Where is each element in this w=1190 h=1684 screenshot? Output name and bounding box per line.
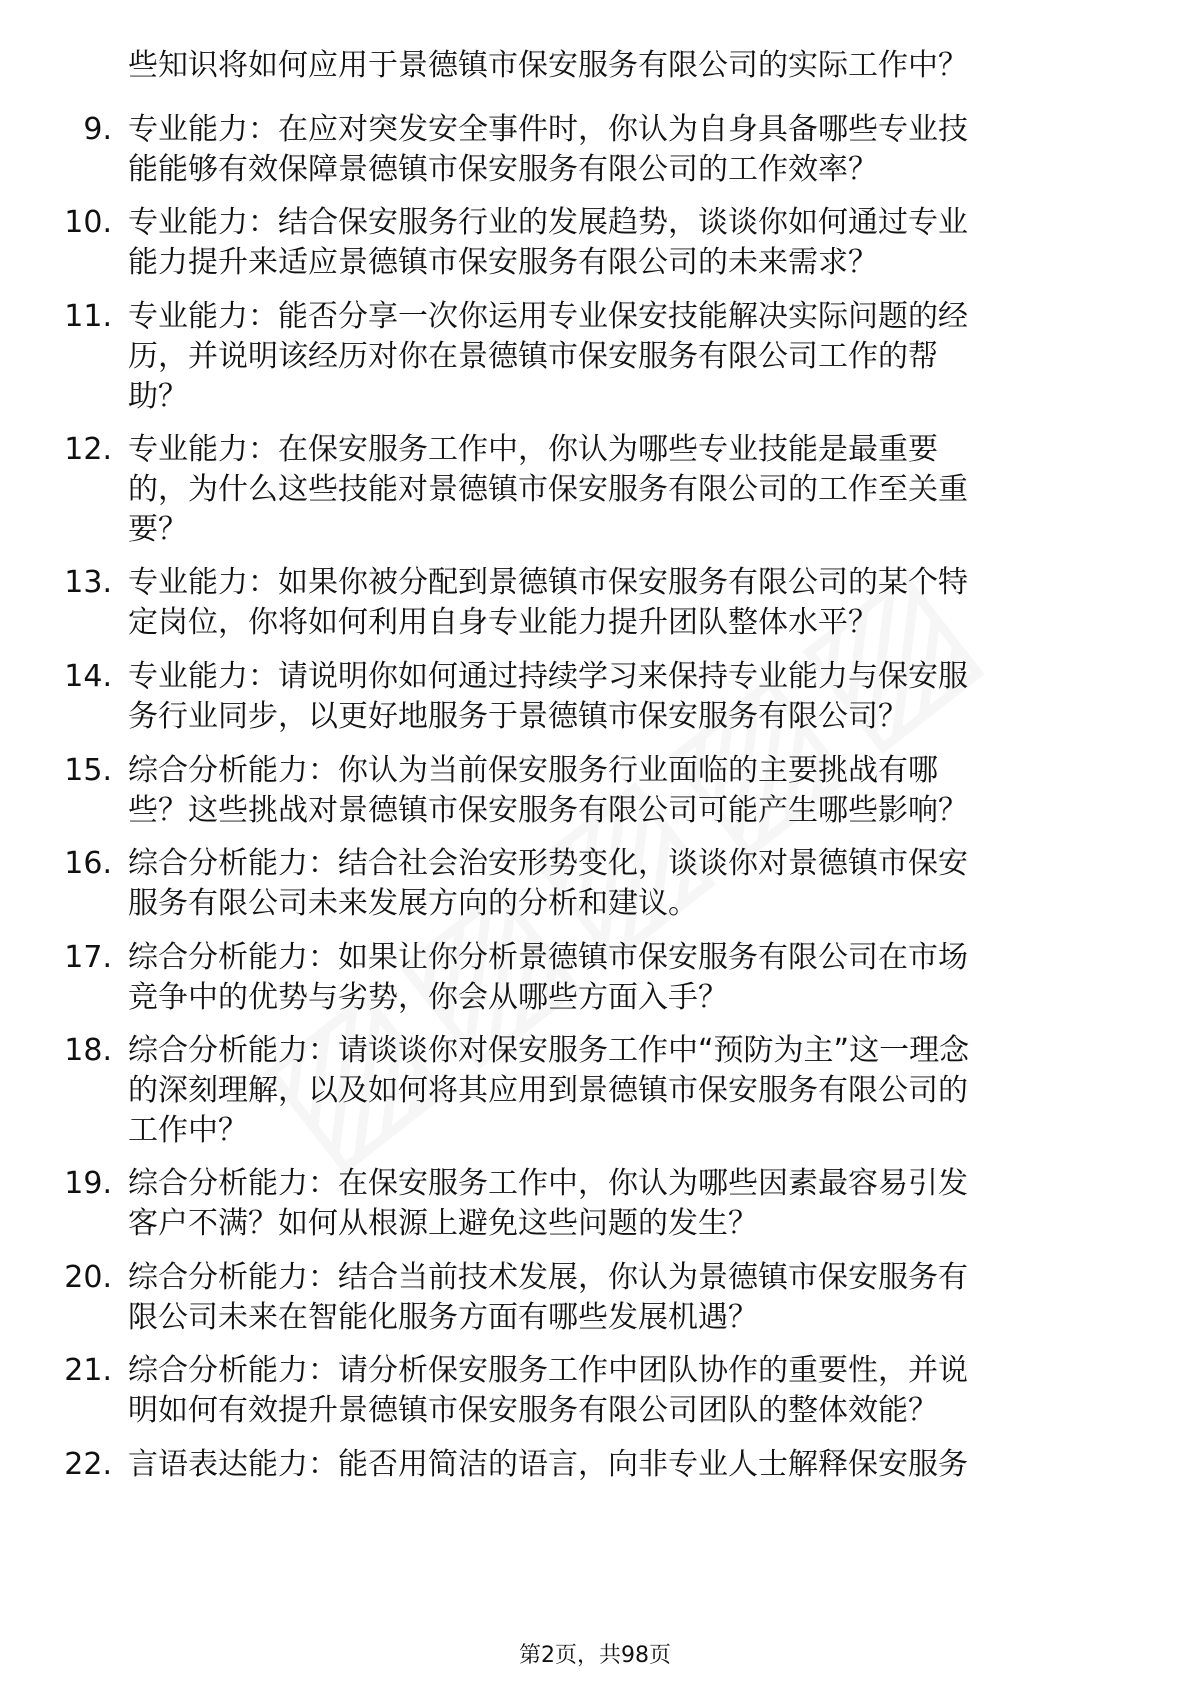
item-line: 专业能力：能否分享一次你运用专业保安技能解决实际问题的经 bbox=[128, 299, 968, 334]
item-text bbox=[128, 751, 1128, 831]
item-text bbox=[128, 1164, 1128, 1244]
item-number: 15. bbox=[64, 753, 112, 788]
item-text bbox=[128, 563, 1128, 643]
item-text bbox=[128, 203, 1128, 283]
item-line: 综合分析能力：结合社会治安形势变化，谈谈你对景德镇市保安 bbox=[128, 846, 968, 881]
item-line: 客户不满？如何从根源上避免这些问题的发生？ bbox=[128, 1206, 758, 1241]
item-line: 工作中？ bbox=[128, 1113, 248, 1148]
item-number: 13. bbox=[64, 565, 112, 600]
item-line: 专业能力：结合保安服务行业的发展趋势，谈谈你如何通过专业 bbox=[128, 205, 968, 240]
item-text bbox=[128, 430, 1128, 550]
item-text bbox=[128, 1258, 1128, 1338]
item-text bbox=[128, 110, 1128, 190]
item-line: 综合分析能力：你认为当前保安服务行业面临的主要挑战有哪 bbox=[128, 753, 938, 788]
item-line: 服务有限公司未来发展方向的分析和建议。 bbox=[128, 886, 698, 921]
item-line: 专业能力：如果你被分配到景德镇市保安服务有限公司的某个特 bbox=[128, 565, 968, 600]
item-line: 言语表达能力：能否用简洁的语言，向非专业人士解释保安服务 bbox=[128, 1447, 968, 1482]
item-line: 专业能力：在保安服务工作中，你认为哪些专业技能是最重要 bbox=[128, 432, 938, 467]
item-text bbox=[128, 657, 1128, 737]
item-line: 的深刻理解，以及如何将其应用到景德镇市保安服务有限公司的 bbox=[128, 1073, 968, 1108]
item-number: 19. bbox=[64, 1166, 112, 1201]
item-text bbox=[128, 1031, 1128, 1151]
item-line: 综合分析能力：在保安服务工作中，你认为哪些因素最容易引发 bbox=[128, 1166, 968, 1201]
item-line: 能能够有效保障景德镇市保安服务有限公司的工作效率？ bbox=[128, 152, 878, 187]
item-text bbox=[128, 938, 1128, 1018]
item-number: 12. bbox=[64, 432, 112, 467]
item-number: 9. bbox=[83, 112, 112, 147]
item-line: 要？ bbox=[128, 512, 188, 547]
item-line: 的，为什么这些技能对景德镇市保安服务有限公司的工作至关重 bbox=[128, 472, 968, 507]
item-line: 综合分析能力：请分析保安服务工作中团队协作的重要性，并说 bbox=[128, 1353, 968, 1388]
item-number: 20. bbox=[64, 1260, 112, 1295]
item-line: 专业能力：在应对突发安全事件时，你认为自身具备哪些专业技 bbox=[128, 112, 968, 147]
item-line: 些知识将如何应用于景德镇市保安服务有限公司的实际工作中？ bbox=[128, 48, 968, 83]
item-line: 专业能力：请说明你如何通过持续学习来保持专业能力与保安服 bbox=[128, 659, 968, 694]
item-text bbox=[128, 46, 1128, 86]
item-line: 综合分析能力：结合当前技术发展，你认为景德镇市保安服务有 bbox=[128, 1260, 968, 1295]
item-line: 明如何有效提升景德镇市保安服务有限公司团队的整体效能？ bbox=[128, 1393, 938, 1428]
page-footer: 第2页，共98页 bbox=[519, 1643, 671, 1668]
item-number: 11. bbox=[64, 299, 112, 334]
item-text bbox=[128, 844, 1128, 924]
item-text bbox=[128, 1351, 1128, 1431]
item-line: 综合分析能力：如果让你分析景德镇市保安服务有限公司在市场 bbox=[128, 940, 968, 975]
item-number: 17. bbox=[64, 940, 112, 975]
item-text bbox=[128, 297, 1128, 417]
item-line: 助？ bbox=[128, 379, 188, 414]
item-line: 限公司未来在智能化服务方面有哪些发展机遇？ bbox=[128, 1300, 758, 1335]
item-line: 些？这些挑战对景德镇市保安服务有限公司可能产生哪些影响？ bbox=[128, 793, 968, 828]
item-number: 10. bbox=[64, 205, 112, 240]
item-number: 16. bbox=[64, 846, 112, 881]
item-line: 定岗位，你将如何利用自身专业能力提升团队整体水平？ bbox=[128, 605, 878, 640]
item-line: 竞争中的优势与劣势，你会从哪些方面入手？ bbox=[128, 980, 728, 1015]
item-text bbox=[128, 1445, 1128, 1485]
item-number: 22. bbox=[64, 1447, 112, 1482]
item-line: 历，并说明该经历对你在景德镇市保安服务有限公司工作的帮 bbox=[128, 339, 938, 374]
item-line: 能力提升来适应景德镇市保安服务有限公司的未来需求？ bbox=[128, 245, 878, 280]
item-number: 18. bbox=[64, 1033, 112, 1068]
item-number: 21. bbox=[64, 1353, 112, 1388]
item-line: 务行业同步，以更好地服务于景德镇市保安服务有限公司？ bbox=[128, 699, 908, 734]
item-number: 14. bbox=[64, 659, 112, 694]
item-line: 综合分析能力：请谈谈你对保安服务工作中“预防为主”这一理念 bbox=[128, 1033, 970, 1068]
